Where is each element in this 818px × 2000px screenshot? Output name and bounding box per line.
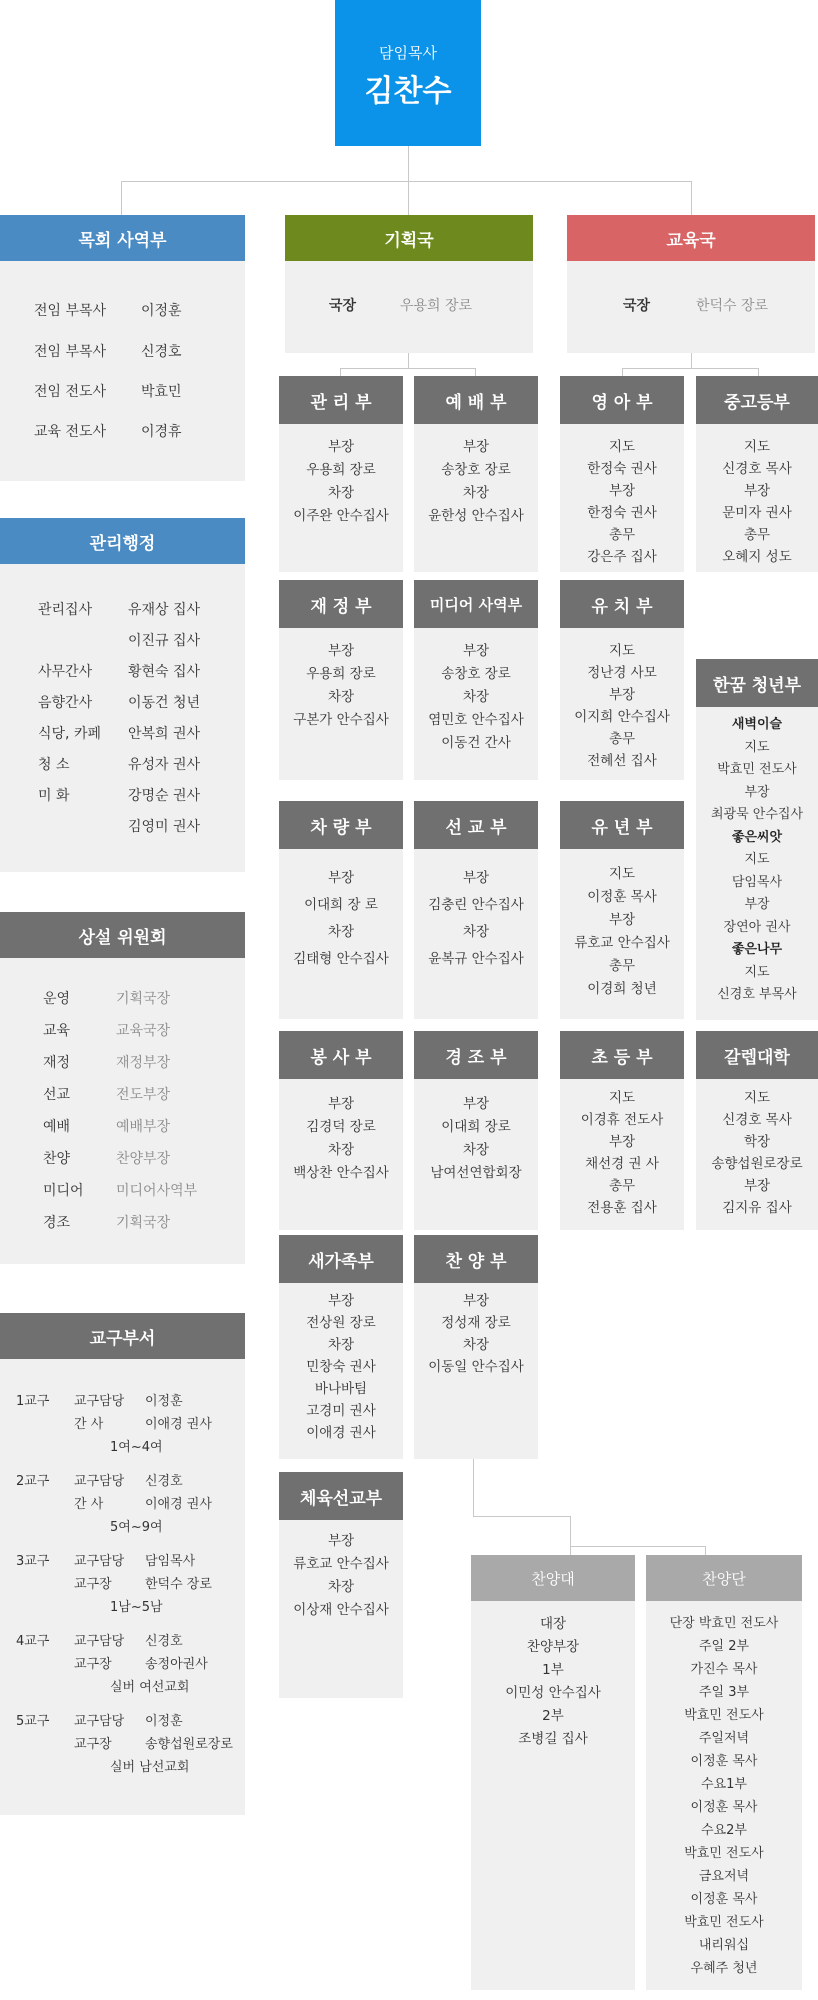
senior-pastor-name: 김찬수 [364,74,452,109]
dept-yuchi-box [560,628,684,780]
dept-line: 차장 [462,924,490,940]
dept-saegajok-header: 새가족부 [279,1235,403,1283]
district-role: 교구장 [74,1657,112,1672]
dept-line: 부장 [608,483,636,499]
dept-line: 송향섭원로장로 [711,1156,803,1172]
dept-line: 차장 [327,689,355,705]
dept-line: 부장 [327,870,355,886]
admin-role: 관리집사 [38,602,93,618]
planning-head-role: 국장 [329,298,357,314]
dept-line: 김태형 안수집사 [293,951,389,967]
dept-line: 차장 [327,1579,355,1595]
dept-line: 강은주 집사 [587,549,657,565]
dept-line: 윤한성 안수집사 [428,508,524,524]
dept-line: 단장 박효민 전도사 [669,1616,779,1631]
committee-name: 찬양부장 [116,1151,171,1167]
dept-charyang-box [279,849,403,1019]
admin-header: 관리행정 [0,518,245,564]
dept-line: 이경희 청년 [587,981,657,997]
admin-name: 황현숙 집사 [128,664,201,680]
district-role: 간 사 [74,1417,104,1432]
mokhoe-name: 신경호 [141,344,182,360]
dept-galilee-header: 갈렙대학 [696,1031,818,1079]
dept-yuchi-header: 유 치 부 [560,580,684,628]
dept-line: 부장 [743,1178,771,1194]
dept-line: 부장 [327,1293,355,1309]
planning-head-name: 우용희 장로 [400,298,473,314]
dept-line: 부장 [744,784,770,800]
dept-line: 총무 [608,1178,636,1194]
dept-line: 가진수 목사 [690,1662,758,1677]
committee-header: 상설 위원회 [0,912,245,958]
dept-bongsa-header: 봉 사 부 [279,1031,403,1079]
district-role: 간 사 [74,1497,104,1512]
committee-role: 경조 [43,1215,71,1231]
dept-line: 남여선연합회장 [430,1165,522,1181]
dept-line: 부장 [462,1096,490,1112]
district-name: 송정아권사 [145,1657,208,1672]
dept-line: 대장 [539,1616,567,1632]
admin-name: 이동건 청년 [128,695,201,711]
district-name: 신경호 [145,1634,183,1649]
district-role: 교구장 [74,1737,112,1752]
dept-line: 이지희 안수집사 [574,709,670,725]
dept-line: 신경호 목사 [722,1112,792,1128]
dept-line: 총무 [743,527,771,543]
committee-role: 미디어 [43,1183,84,1199]
dept-line: 차장 [327,1142,355,1158]
dept-line: 차장 [327,1337,355,1353]
dept-line: 염민호 안수집사 [428,712,524,728]
dept-hankkum-box [696,707,818,1020]
dept-line: 지도 [744,739,770,755]
senior-pastor-box [335,0,481,146]
dept-line: 박효민 전도사 [684,1915,764,1930]
dept-line: 지도 [743,1090,771,1106]
dept-gyeongjo-box [414,1079,538,1230]
dept-line: 전상원 장로 [306,1315,376,1331]
dept-line: 주일 2부 [698,1639,750,1654]
praise-team-header: 찬양단 [646,1555,802,1601]
dept-junggo-header: 중고등부 [696,376,818,424]
dept-line: 부장 [608,687,636,703]
dept-line: 이대희 장로 [441,1119,511,1135]
dept-line: 2부 [542,1708,564,1724]
dept-line: 차장 [327,924,355,940]
dept-line: 채선경 권 사 [585,1156,659,1172]
dept-line: 한정숙 권사 [587,505,657,521]
senior-pastor-title: 담임목사 [379,44,437,62]
dept-line: 이정훈 목사 [587,889,657,905]
dept-line: 김경덕 장로 [306,1119,376,1135]
dept-chodeung-box [560,1079,684,1230]
dept-group-label: 좋은나무 [731,942,783,957]
dept-line: 총무 [608,731,636,747]
dept-line: 전혜선 집사 [587,753,657,769]
dept-line: 수요2부 [701,1823,747,1838]
district-name: 신경호 [145,1474,183,1489]
dept-line: 한정숙 권사 [587,461,657,477]
dept-junggo-box [696,424,818,572]
committee-name: 예배부장 [116,1119,171,1135]
admin-role: 음향간사 [38,695,93,711]
admin-role: 식당, 카페 [38,726,101,742]
dept-line: 구본가 안수집사 [293,712,389,728]
dept-yeonga-header: 영 아 부 [560,376,684,424]
mokhoe-role: 전임 부목사 [34,303,107,319]
dept-line: 박효민 전도사 [684,1708,764,1723]
dept-line: 이애경 권사 [306,1425,376,1441]
planning-box [285,261,533,353]
dept-line: 총무 [608,958,636,974]
planning-header: 기획국 [285,215,533,261]
district-name: 이애경 권사 [145,1417,212,1432]
dept-line: 이대희 장 로 [304,897,378,913]
dept-line: 이정훈 목사 [690,1754,758,1769]
dept-line: 윤복규 안수집사 [428,951,524,967]
dept-gwanri-header: 관 리 부 [279,376,403,424]
dept-line: 이동건 간사 [441,735,511,751]
dept-line: 부장 [608,1134,636,1150]
dept-chodeung-header: 초 등 부 [560,1031,684,1079]
district-label: 5교구 [16,1714,50,1729]
dept-line: 이주완 안수집사 [293,508,389,524]
dept-seongyo-box [414,849,538,1019]
dept-charyang-header: 차 량 부 [279,801,403,849]
district-name: 이정훈 [145,1394,183,1409]
dept-line: 전용훈 집사 [587,1200,657,1216]
choir-header: 찬양대 [471,1555,635,1601]
dept-line: 부장 [462,439,490,455]
district-box [0,1359,245,1815]
dept-line: 최광묵 안수집사 [710,807,804,822]
dept-line: 정성재 장로 [441,1315,511,1331]
dept-line: 찬양부장 [526,1639,580,1655]
dept-line: 이동일 안수집사 [428,1359,524,1375]
district-sub: 1남~5남 [110,1600,163,1615]
dept-line: 지도 [608,866,636,882]
dept-yunyeon-box [560,849,684,1019]
committee-name: 기획국장 [116,1215,171,1231]
dept-chanyang-box [414,1283,538,1459]
dept-line: 박효민 전도사 [684,1846,764,1861]
admin-name: 김영미 권사 [128,819,201,835]
dept-line: 차장 [462,1142,490,1158]
dept-chanyang-header: 찬 양 부 [414,1235,538,1283]
committee-role: 운영 [43,991,71,1007]
dept-line: 담임목사 [731,874,783,890]
committee-role: 선교 [43,1087,71,1103]
dept-line: 이정훈 목사 [690,1800,758,1815]
dept-line: 부장 [744,897,770,912]
education-box [567,261,815,353]
dept-line: 차장 [462,689,490,705]
dept-line: 송창호 장로 [441,462,511,478]
dept-line: 신경호 부목사 [717,987,797,1002]
dept-line: 이경휴 전도사 [580,1112,664,1128]
dept-yebae-header: 예 배 부 [414,376,538,424]
dept-line: 주일 3부 [698,1685,750,1700]
education-header: 교육국 [567,215,815,261]
district-sub: 5여~9여 [110,1520,163,1535]
dept-line: 학장 [743,1134,771,1150]
dept-line: 민창숙 권사 [306,1359,376,1375]
dept-line: 부장 [327,643,355,659]
dept-line: 부장 [462,870,490,886]
dept-yeonga-box [560,424,684,572]
mokhoe-box [0,261,245,481]
district-label: 2교구 [16,1474,50,1489]
dept-line: 고경미 권사 [306,1403,376,1419]
dept-line: 오혜지 성도 [722,549,792,565]
mokhoe-header: 목회 사역부 [0,215,245,261]
dept-cheyuk-box [279,1520,403,1698]
dept-line: 우용희 장로 [306,462,376,478]
dept-line: 지도 [743,439,771,455]
committee-name: 전도부장 [116,1087,171,1103]
dept-line: 금요저녁 [698,1869,750,1884]
dept-media-header: 미디어 사역부 [414,580,538,628]
district-role: 교구담당 [74,1394,125,1409]
mokhoe-role: 전임 부목사 [34,344,107,360]
dept-line: 총무 [608,527,636,543]
dept-line: 우용희 장로 [306,666,376,682]
committee-role: 재정 [43,1055,71,1071]
district-label: 4교구 [16,1634,50,1649]
dept-line: 주일저녁 [698,1731,750,1746]
dept-line: 김충린 안수집사 [428,897,524,913]
dept-line: 지도 [608,1090,636,1106]
dept-line: 이상재 안수집사 [293,1602,389,1618]
admin-role: 청 소 [38,757,70,773]
district-name: 이정훈 [145,1714,183,1729]
dept-group-label: 새벽이슬 [731,717,783,732]
district-name: 송향섭원로장로 [145,1737,233,1752]
dept-line: 류호교 안수집사 [574,935,670,951]
district-role: 교구담당 [74,1554,125,1569]
district-sub: 실버 남선교회 [110,1760,190,1775]
dept-line: 지도 [744,964,770,980]
dept-seongyo-header: 선 교 부 [414,801,538,849]
dept-line: 신경호 목사 [722,461,792,477]
dept-saegajok-box [279,1283,403,1459]
district-sub: 실버 여선교회 [110,1680,190,1695]
mokhoe-name: 이정훈 [141,303,182,319]
committee-name: 기획국장 [116,991,171,1007]
dept-line: 부장 [608,912,636,928]
admin-name: 이진규 집사 [128,633,201,649]
admin-role: 미 화 [38,788,70,804]
dept-line: 지도 [608,643,636,659]
dept-gwanri-box [279,424,403,572]
choir-box [471,1601,635,1990]
dept-line: 박효민 전도사 [717,762,797,777]
praise-team-box [646,1601,802,1990]
mokhoe-name: 이경휴 [141,424,182,440]
dept-line: 문미자 권사 [722,505,792,521]
dept-line: 바나바팀 [314,1381,368,1397]
district-name: 한덕수 장로 [145,1577,212,1592]
dept-line: 백상찬 안수집사 [293,1165,389,1181]
dept-yunyeon-header: 유 년 부 [560,801,684,849]
district-role: 교구장 [74,1577,112,1592]
dept-line: 이정훈 목사 [690,1892,758,1907]
district-header: 교구부서 [0,1313,245,1359]
dept-jaejeong-box [279,628,403,780]
mokhoe-role: 전임 전도사 [34,384,107,400]
district-name: 담임목사 [145,1554,196,1569]
dept-line: 우혜주 청년 [690,1961,758,1976]
admin-name: 유성자 권사 [128,757,201,773]
dept-cheyuk-header: 체육선교부 [279,1472,403,1520]
dept-media-box [414,628,538,780]
dept-line: 내리워십 [698,1938,750,1953]
dept-galilee-box [696,1079,818,1230]
committee-name: 교육국장 [116,1023,171,1039]
dept-hankkum-header: 한꿈 청년부 [696,659,818,707]
dept-line: 1부 [542,1662,564,1678]
district-role: 교구담당 [74,1474,125,1489]
dept-bongsa-box [279,1079,403,1230]
dept-line: 부장 [743,483,771,499]
dept-line: 차장 [327,485,355,501]
dept-line: 이민성 안수집사 [505,1685,601,1701]
dept-line: 부장 [327,1533,355,1549]
district-label: 3교구 [16,1554,50,1569]
committee-role: 예배 [43,1119,71,1135]
dept-line: 부장 [327,1096,355,1112]
dept-line: 부장 [462,1293,490,1309]
education-head-role: 국장 [623,298,651,314]
admin-role: 사무간사 [38,664,93,680]
dept-line: 수요1부 [701,1777,747,1792]
dept-line: 장연아 권사 [723,919,791,935]
district-name: 이애경 권사 [145,1497,212,1512]
district-sub: 1여~4여 [110,1440,163,1455]
committee-role: 찬양 [43,1151,71,1167]
dept-line: 차장 [462,485,490,501]
admin-name: 안복희 권사 [128,726,201,742]
committee-role: 교육 [43,1023,71,1039]
dept-line: 차장 [462,1337,490,1353]
dept-line: 지도 [744,852,770,867]
dept-group-label: 좋은씨앗 [731,829,783,845]
admin-name: 유재상 집사 [128,602,201,618]
dept-line: 지도 [608,439,636,455]
dept-line: 김지유 집사 [722,1200,792,1216]
committee-name: 재정부장 [116,1055,171,1071]
dept-line: 부장 [462,643,490,659]
dept-jaejeong-header: 재 정 부 [279,580,403,628]
district-role: 교구담당 [74,1714,125,1729]
dept-line: 정난경 사모 [587,665,657,681]
admin-name: 강명순 권사 [128,788,201,804]
mokhoe-role: 교육 전도사 [34,424,107,440]
committee-name: 미디어사역부 [116,1183,198,1199]
district-label: 1교구 [16,1394,50,1409]
dept-line: 송창호 장로 [441,666,511,682]
dept-line: 류호교 안수집사 [293,1556,389,1572]
dept-line: 부장 [327,439,355,455]
admin-box [0,564,245,872]
dept-yebae-box [414,424,538,572]
committee-box [0,958,245,1264]
mokhoe-name: 박효민 [141,384,182,400]
district-role: 교구담당 [74,1634,125,1649]
dept-line: 조병길 집사 [518,1731,588,1747]
dept-gyeongjo-header: 경 조 부 [414,1031,538,1079]
education-head-name: 한덕수 장로 [696,298,769,314]
